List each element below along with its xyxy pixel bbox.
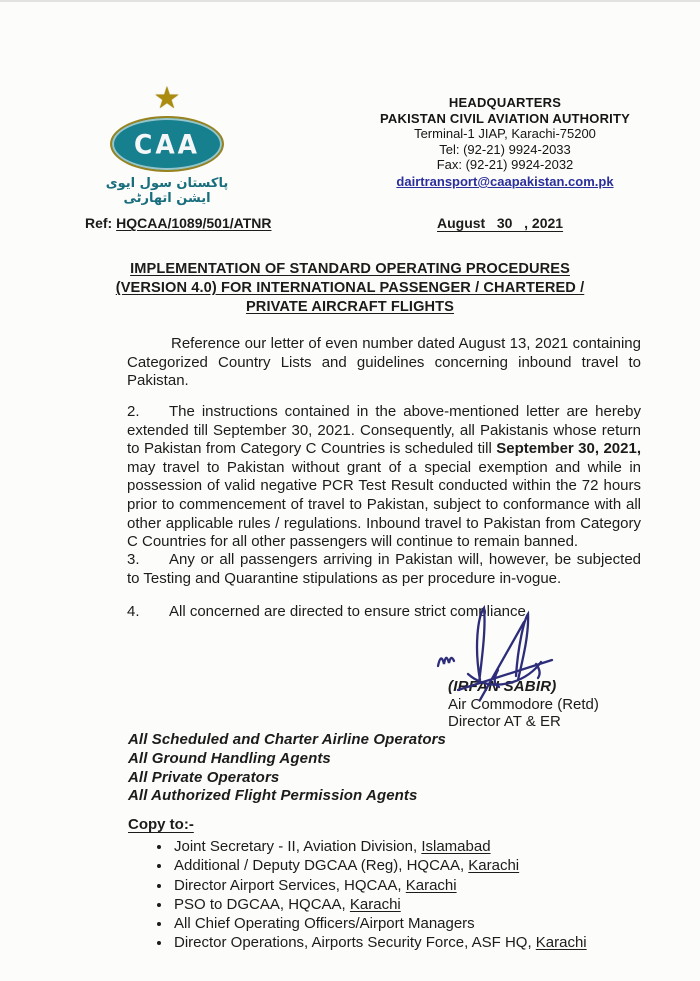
handwritten-signature <box>428 604 576 704</box>
letterhead-line-headquarters: HEADQUARTERS <box>448 95 562 110</box>
copy-to-item <box>172 933 668 952</box>
distribution-list <box>128 731 446 806</box>
letterhead-line-tel: Tel: (92-21) 9924-2033 <box>439 141 571 157</box>
paragraph-4-text: All concerned are directed to ensure strict compliance. <box>169 603 531 620</box>
letter-date: August 30 , 2021 <box>437 215 564 231</box>
paragraph-3-text: Any or all passengers arriving in Pakistan will, however, be subjected to Testing and Quarantine stipulations as per procedure in-vogue. <box>127 551 641 587</box>
paragraph-3 <box>127 551 641 588</box>
paragraph-1: Reference our letter of even number dated August 13, 2021 containing Categorized Country Lists and guidelines concerning inbound travel to Pakistan. <box>127 335 641 390</box>
paragraph-2-bold-date: September 30, 2021, <box>496 440 641 458</box>
copy-to-heading: Copy to:- <box>128 816 194 833</box>
copy-to-item <box>172 837 668 856</box>
copy-to-item-text: Director Airport Services, HQCAA, <box>174 876 406 894</box>
subject-line-3: PRIVATE AIRCRAFT FLIGHTS <box>245 299 455 315</box>
email-link[interactable]: dairtransport@caapakistan.com.pk <box>396 173 614 189</box>
copy-to-item <box>172 914 668 933</box>
copy-to-item-text: All Chief Operating Officers/Airport Managers <box>174 915 475 933</box>
distribution-item: All Private Operators <box>128 768 280 786</box>
signatory-name: (IRFAN SABIR) <box>448 678 557 695</box>
distribution-item: All Ground Handling Agents <box>128 749 331 767</box>
subject-line-2: (VERSION 4.0) FOR INTERNATIONAL PASSENGER / CHARTERED / <box>115 280 585 296</box>
paragraph-2-text-b: may travel to Pakistan without grant of a special exemption and while in possession of valid negative PCR Test Result conducted within the 72 hours prior to commencement of travel to Pakistan, subject to conformance with all other applicable rules / regulations. Inbound travel to Pakistan from Category C Countries for all other passengers will continue to remain banned. <box>127 458 641 551</box>
copy-to-item <box>172 876 668 895</box>
copy-to-item-city: Karachi <box>405 876 457 894</box>
letterhead-line-authority: PAKISTAN CIVIL AVIATION AUTHORITY <box>380 110 630 126</box>
signatory-rank: Air Commodore (Retd) <box>448 695 599 713</box>
signatory-title: Director AT & ER <box>448 713 561 731</box>
copy-to-item-city: Karachi <box>535 934 587 952</box>
copy-to-item-text: Additional / Deputy DGCAA (Reg), HQCAA, <box>174 857 469 875</box>
caa-logo-acronym: CAA <box>133 128 201 160</box>
letterhead-address-block <box>318 95 692 190</box>
copy-to-item-city: Karachi <box>468 857 520 875</box>
caa-logo <box>88 84 246 206</box>
copy-to-item <box>172 856 668 875</box>
subject-heading <box>60 260 640 317</box>
paragraph-2-text-a: The instructions contained in the above-mentioned letter are hereby extended till September 30, 2021. Consequently, all Pakistanis whose return to Pakistan from Category C Countries is scheduled till <box>127 403 641 458</box>
paragraph-4-number: 4. <box>127 603 140 620</box>
star-icon: ★ <box>153 82 181 115</box>
copy-to-item-text: Director Operations, Airports Security Force, ASF HQ, <box>174 934 536 952</box>
reference-value: HQCAA/1089/501/ATNR <box>116 215 272 231</box>
copy-to-item-text: Joint Secretary - II, Aviation Division, <box>174 838 422 855</box>
copy-to-item <box>172 895 668 914</box>
letterhead-line-terminal: Terminal-1 JIAP, Karachi-75200 <box>414 126 596 142</box>
copy-to-list <box>128 837 668 953</box>
caa-logo-oval <box>110 116 224 172</box>
paragraph-2-number: 2. <box>127 403 140 420</box>
copy-to-item-city: Karachi <box>349 895 401 913</box>
paragraph-3-number: 3. <box>127 551 140 568</box>
subject-line-1: IMPLEMENTATION OF STANDARD OPERATING PROCEDURES <box>130 261 570 277</box>
copy-to-section <box>128 816 668 953</box>
letterhead-line-fax: Fax: (92-21) 9924-2032 <box>436 157 574 173</box>
paragraph-2 <box>127 403 641 552</box>
reference-number <box>85 215 271 231</box>
distribution-item: All Scheduled and Charter Airline Operators <box>128 731 446 748</box>
reference-label: Ref: <box>85 215 113 231</box>
caa-logo-urdu-caption: پاکستان سول ایوی ایشن اتھارٹی <box>105 176 229 206</box>
scan-edge-line <box>0 0 700 2</box>
copy-to-item-text: PSO to DGCAA, HQCAA, <box>174 895 350 913</box>
distribution-item: All Authorized Flight Permission Agents <box>128 787 418 805</box>
copy-to-item-city: Islamabad <box>421 838 491 855</box>
